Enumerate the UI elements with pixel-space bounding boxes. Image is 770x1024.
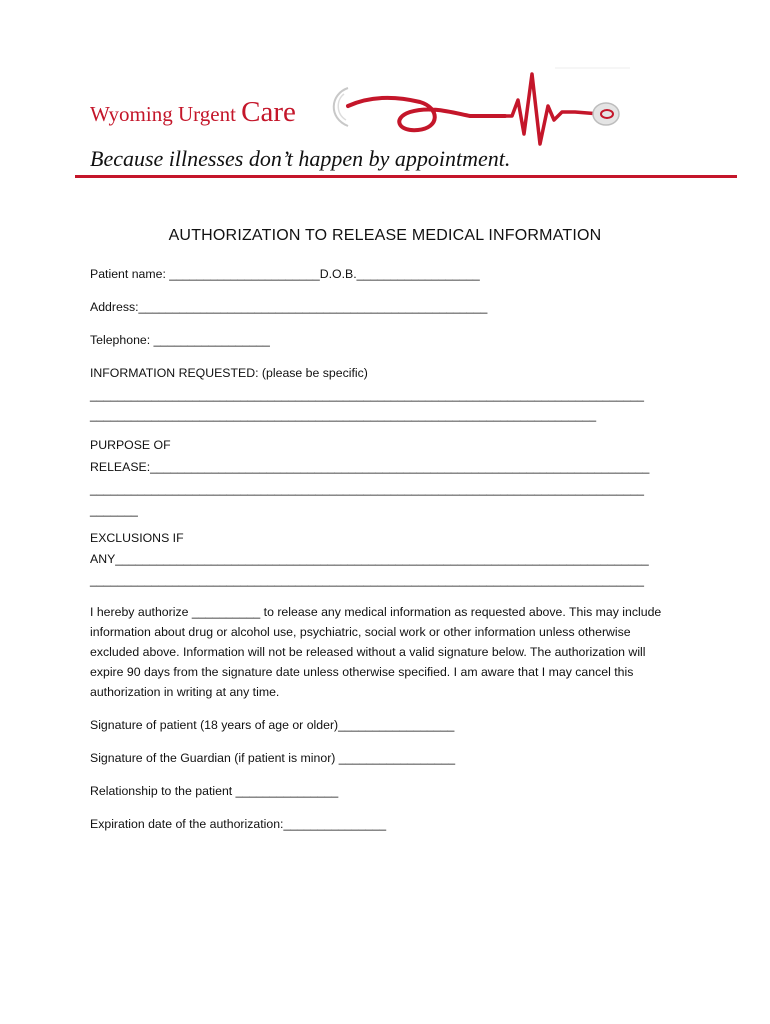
brand-name (90, 96, 296, 129)
signature-patient-line[interactable]: Signature of patient (18 years of age or older)_________________ (90, 718, 455, 732)
purpose-release-line[interactable]: RELEASE:_________________________________________________________________________ (90, 460, 650, 474)
purpose-blank-1[interactable]: _________________________________________________________________________________ (90, 482, 644, 496)
authorization-paragraph: I hereby authorize __________ to release any medical information as requested above. This may include information about drug or alcohol use, psychiatric, social work or other information unless otherwise excluded above. Information will not be released without a valid signature below. The authorization will expire 90 days from the signature date unless otherwise specified. I am aware that I may cancel this authorization in writing at any time. (90, 605, 662, 699)
exclusions-blank-1[interactable]: _________________________________________________________________________________ (90, 573, 644, 587)
header-divider (75, 175, 737, 178)
info-requested-blank-1[interactable]: _________________________________________________________________________________ (90, 388, 644, 402)
info-requested-blank-2[interactable]: __________________________________________________________________________ (90, 408, 597, 422)
info-requested-label: INFORMATION REQUESTED: (please be specific) (90, 366, 368, 380)
form-title: AUTHORIZATION TO RELEASE MEDICAL INFORMATION (168, 227, 602, 244)
telephone-line[interactable]: Telephone: _________________ (90, 333, 270, 347)
letterhead (0, 0, 770, 185)
signature-guardian-line[interactable]: Signature of the Guardian (if patient is minor) _________________ (90, 751, 456, 765)
tagline: Because illnesses don’t happen by appointment. (90, 146, 511, 171)
brand-prefix: Wyoming Urgent (90, 102, 242, 126)
expiration-date-line[interactable]: Expiration date of the authorization:_______________ (90, 817, 387, 831)
stethoscope-heartbeat-icon (300, 60, 640, 150)
purpose-blank-2[interactable]: _______ (90, 503, 138, 517)
brand-emphasis: Care (241, 96, 296, 128)
patient-name-dob-line[interactable]: Patient name: ______________________D.O.B.__________________ (90, 267, 480, 281)
purpose-label: PURPOSE OF (90, 438, 171, 452)
exclusions-any-line[interactable]: ANY______________________________________________________________________________ (90, 552, 649, 566)
address-line[interactable]: Address:___________________________________________________ (90, 300, 488, 314)
relationship-line[interactable]: Relationship to the patient _______________ (90, 784, 339, 798)
exclusions-label: EXCLUSIONS IF (90, 531, 184, 545)
